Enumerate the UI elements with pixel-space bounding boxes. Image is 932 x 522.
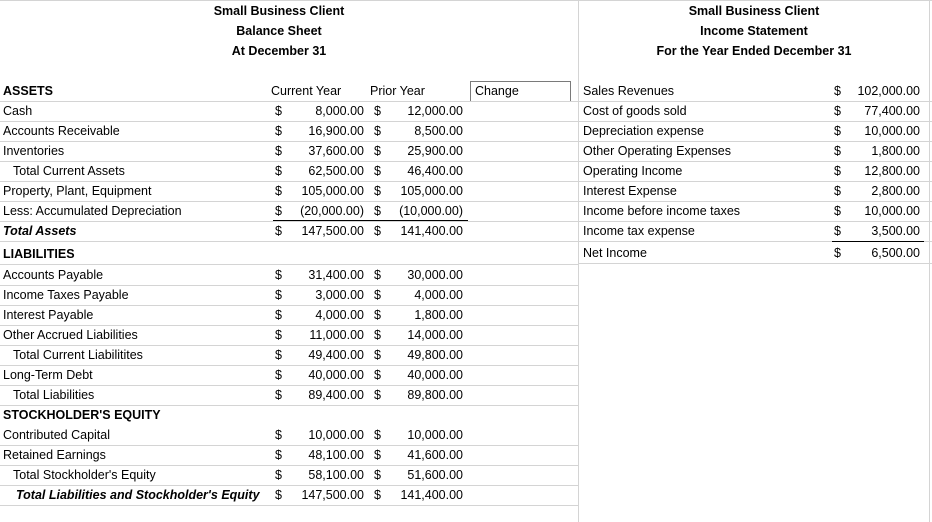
income-amount-cell[interactable] xyxy=(830,161,926,181)
row-label[interactable]: Less: Accumulated Depreciation xyxy=(3,204,182,218)
amount-value: 25,900.00 xyxy=(407,144,463,158)
amount-value: 6,500.00 xyxy=(871,246,920,260)
income-row-label[interactable]: Other Operating Expenses xyxy=(583,144,731,158)
amount-value: 3,000.00 xyxy=(315,288,364,302)
dollar-sign: $ xyxy=(275,348,282,362)
prior-year-cell[interactable] xyxy=(370,385,469,405)
dollar-sign: $ xyxy=(275,288,282,302)
prior-year-cell[interactable] xyxy=(370,465,469,485)
dollar-sign: $ xyxy=(834,184,841,198)
amount-value: 105,000.00 xyxy=(301,184,364,198)
balance-sheet-date: At December 31 xyxy=(231,44,327,58)
dollar-sign: $ xyxy=(834,104,841,118)
current-year-cell[interactable] xyxy=(271,101,370,121)
prior-year-cell[interactable] xyxy=(370,201,469,221)
amount-value: 48,100.00 xyxy=(308,448,364,462)
income-row-label[interactable]: Sales Revenues xyxy=(583,84,675,98)
prior-year-cell[interactable] xyxy=(370,365,469,385)
dollar-sign: $ xyxy=(374,204,381,218)
prior-year-cell[interactable] xyxy=(370,181,469,201)
dollar-sign: $ xyxy=(275,448,282,462)
row-label[interactable]: Interest Payable xyxy=(3,308,94,322)
amount-value: 1,800.00 xyxy=(871,144,920,158)
current-year-cell[interactable] xyxy=(271,365,370,385)
dollar-sign: $ xyxy=(374,104,381,118)
amount-value: 12,800.00 xyxy=(864,164,920,178)
row-label[interactable]: Total Liabilities and Stockholder's Equity xyxy=(16,488,260,502)
gridline xyxy=(0,505,578,506)
dollar-sign: $ xyxy=(275,428,282,442)
income-row-label[interactable]: Income before income taxes xyxy=(583,204,741,218)
dollar-sign: $ xyxy=(275,204,282,218)
prior-year-cell[interactable] xyxy=(370,221,469,241)
row-label[interactable]: Retained Earnings xyxy=(3,448,106,462)
dollar-sign: $ xyxy=(275,268,282,282)
dollar-sign: $ xyxy=(834,124,841,138)
col-change: Change xyxy=(475,84,519,98)
current-year-cell[interactable] xyxy=(271,221,370,241)
current-year-cell[interactable] xyxy=(271,141,370,161)
dollar-sign: $ xyxy=(275,388,282,402)
balance-sheet-title: Small Business Client xyxy=(213,4,345,18)
dollar-sign: $ xyxy=(834,164,841,178)
row-label[interactable]: Other Accrued Liabilities xyxy=(3,328,138,342)
income-amount-cell[interactable] xyxy=(830,81,926,101)
income-row-label[interactable]: Cost of goods sold xyxy=(583,104,687,118)
amount-value: 8,500.00 xyxy=(414,124,463,138)
current-year-cell[interactable] xyxy=(271,325,370,345)
dollar-sign: $ xyxy=(374,268,381,282)
amount-value: 49,400.00 xyxy=(308,348,364,362)
prior-year-cell[interactable] xyxy=(370,345,469,365)
amount-value: 102,000.00 xyxy=(857,84,920,98)
amount-value: 16,900.00 xyxy=(308,124,364,138)
dollar-sign: $ xyxy=(374,288,381,302)
assets-header: ASSETS xyxy=(3,84,54,98)
subtotal-underline xyxy=(273,220,468,221)
row-label[interactable]: Total Liabilities xyxy=(13,388,95,402)
amount-value: 31,400.00 xyxy=(308,268,364,282)
amount-value: 12,000.00 xyxy=(407,104,463,118)
amount-value: 141,400.00 xyxy=(400,488,463,502)
dollar-sign: $ xyxy=(374,368,381,382)
amount-value: (10,000.00) xyxy=(399,204,463,218)
prior-year-cell[interactable] xyxy=(370,101,469,121)
amount-value: 11,000.00 xyxy=(309,328,364,342)
amount-value: 8,000.00 xyxy=(315,104,364,118)
income-amount-cell[interactable] xyxy=(830,181,926,201)
income-statement-title: Small Business Client xyxy=(688,4,820,18)
dollar-sign: $ xyxy=(374,164,381,178)
income-amount-cell[interactable] xyxy=(830,141,926,161)
gridline xyxy=(929,0,930,522)
amount-value: 147,500.00 xyxy=(301,488,364,502)
dollar-sign: $ xyxy=(374,184,381,198)
dollar-sign: $ xyxy=(374,124,381,138)
amount-value: 49,800.00 xyxy=(407,348,463,362)
dollar-sign: $ xyxy=(834,224,841,238)
current-year-cell[interactable] xyxy=(271,265,370,285)
row-label[interactable]: Total Current Liabilitites xyxy=(13,348,143,362)
amount-value: 89,400.00 xyxy=(308,388,364,402)
income-amount-cell[interactable] xyxy=(830,221,926,241)
current-year-cell[interactable] xyxy=(271,425,370,445)
dollar-sign: $ xyxy=(834,144,841,158)
amount-value: 147,500.00 xyxy=(301,224,364,238)
liabilities-header: LIABILITIES xyxy=(3,247,75,261)
current-year-cell[interactable] xyxy=(271,385,370,405)
dollar-sign: $ xyxy=(275,488,282,502)
dollar-sign: $ xyxy=(275,184,282,198)
row-label[interactable]: Property, Plant, Equipment xyxy=(3,184,152,198)
dollar-sign: $ xyxy=(834,246,841,260)
amount-value: 41,600.00 xyxy=(407,448,463,462)
col-prior-year: Prior Year xyxy=(370,84,425,98)
amount-value: 10,000.00 xyxy=(308,428,364,442)
income-statement-subtitle: Income Statement xyxy=(700,24,808,38)
amount-value: 30,000.00 xyxy=(407,268,463,282)
dollar-sign: $ xyxy=(374,468,381,482)
amount-value: 40,000.00 xyxy=(308,368,364,382)
income-row-label[interactable]: Interest Expense xyxy=(583,184,677,198)
dollar-sign: $ xyxy=(275,224,282,238)
dollar-sign: $ xyxy=(374,448,381,462)
income-statement-period: For the Year Ended December 31 xyxy=(656,44,852,58)
amount-value: 4,000.00 xyxy=(414,288,463,302)
row-label[interactable]: Accounts Payable xyxy=(3,268,104,282)
dollar-sign: $ xyxy=(374,488,381,502)
income-row-label[interactable]: Income tax expense xyxy=(583,224,695,238)
amount-value: 46,400.00 xyxy=(407,164,463,178)
dollar-sign: $ xyxy=(275,468,282,482)
amount-value: 2,800.00 xyxy=(871,184,920,198)
prior-year-cell[interactable] xyxy=(370,305,469,325)
income-row-label[interactable]: Net Income xyxy=(583,246,647,260)
prior-year-cell[interactable] xyxy=(370,325,469,345)
current-year-cell[interactable] xyxy=(271,485,370,505)
amount-value: 105,000.00 xyxy=(400,184,463,198)
row-label[interactable]: Total Assets xyxy=(3,224,77,238)
amount-value: 14,000.00 xyxy=(407,328,463,342)
current-year-cell[interactable] xyxy=(271,161,370,181)
row-label[interactable]: Income Taxes Payable xyxy=(3,288,129,302)
dollar-sign: $ xyxy=(275,328,282,342)
dollar-sign: $ xyxy=(374,224,381,238)
prior-year-cell[interactable] xyxy=(370,485,469,505)
dollar-sign: $ xyxy=(374,144,381,158)
current-year-cell[interactable] xyxy=(271,285,370,305)
row-label[interactable]: Cash xyxy=(3,104,33,118)
current-year-cell[interactable] xyxy=(271,345,370,365)
current-year-cell[interactable] xyxy=(271,181,370,201)
amount-value: 77,400.00 xyxy=(864,104,920,118)
dollar-sign: $ xyxy=(374,348,381,362)
current-year-cell[interactable] xyxy=(271,465,370,485)
amount-value: 1,800.00 xyxy=(414,308,463,322)
amount-value: 51,600.00 xyxy=(407,468,463,482)
income-amount-cell[interactable] xyxy=(830,121,926,141)
amount-value: 58,100.00 xyxy=(308,468,364,482)
income-amount-cell[interactable] xyxy=(830,243,926,263)
amount-value: 37,600.00 xyxy=(308,144,364,158)
dollar-sign: $ xyxy=(275,308,282,322)
dollar-sign: $ xyxy=(275,144,282,158)
current-year-cell[interactable] xyxy=(271,305,370,325)
prior-year-cell[interactable] xyxy=(370,265,469,285)
col-current-year: Current Year xyxy=(271,84,342,98)
dollar-sign: $ xyxy=(275,368,282,382)
prior-year-cell[interactable] xyxy=(370,161,469,181)
amount-value: 3,500.00 xyxy=(871,224,920,238)
amount-value: 10,000.00 xyxy=(407,428,463,442)
income-row-label[interactable]: Depreciation expense xyxy=(583,124,704,138)
current-year-cell[interactable] xyxy=(271,201,370,221)
dollar-sign: $ xyxy=(834,84,841,98)
row-label[interactable]: Inventories xyxy=(3,144,65,158)
prior-year-cell[interactable] xyxy=(370,141,469,161)
row-label[interactable]: Long-Term Debt xyxy=(3,368,93,382)
amount-value: 4,000.00 xyxy=(315,308,364,322)
amount-value: 40,000.00 xyxy=(407,368,463,382)
dollar-sign: $ xyxy=(374,388,381,402)
dollar-sign: $ xyxy=(275,104,282,118)
prior-year-cell[interactable] xyxy=(370,285,469,305)
dollar-sign: $ xyxy=(275,164,282,178)
row-label[interactable]: Accounts Receivable xyxy=(3,124,120,138)
row-label[interactable]: Total Stockholder's Equity xyxy=(13,468,156,482)
prior-year-cell[interactable] xyxy=(370,121,469,141)
row-label[interactable]: Total Current Assets xyxy=(13,164,125,178)
amount-value: 10,000.00 xyxy=(864,124,920,138)
current-year-cell[interactable] xyxy=(271,445,370,465)
gridline xyxy=(578,0,579,522)
dollar-sign: $ xyxy=(374,428,381,442)
dollar-sign: $ xyxy=(834,204,841,218)
amount-value: 10,000.00 xyxy=(864,204,920,218)
dollar-sign: $ xyxy=(374,328,381,342)
amount-value: 62,500.00 xyxy=(308,164,364,178)
gridline xyxy=(0,241,578,242)
dollar-sign: $ xyxy=(374,308,381,322)
current-year-cell[interactable] xyxy=(271,121,370,141)
row-label[interactable]: Contributed Capital xyxy=(3,428,111,442)
balance-sheet-subtitle: Balance Sheet xyxy=(236,24,322,38)
prior-year-cell[interactable] xyxy=(370,445,469,465)
amount-value: 141,400.00 xyxy=(400,224,463,238)
amount-value: (20,000.00) xyxy=(300,204,364,218)
income-amount-cell[interactable] xyxy=(830,201,926,221)
total-underline xyxy=(832,241,924,242)
income-amount-cell[interactable] xyxy=(830,101,926,121)
dollar-sign: $ xyxy=(275,124,282,138)
equity-header: STOCKHOLDER'S EQUITY xyxy=(3,408,161,422)
income-row-label[interactable]: Operating Income xyxy=(583,164,683,178)
amount-value: 89,800.00 xyxy=(407,388,463,402)
gridline xyxy=(578,263,932,264)
prior-year-cell[interactable] xyxy=(370,425,469,445)
